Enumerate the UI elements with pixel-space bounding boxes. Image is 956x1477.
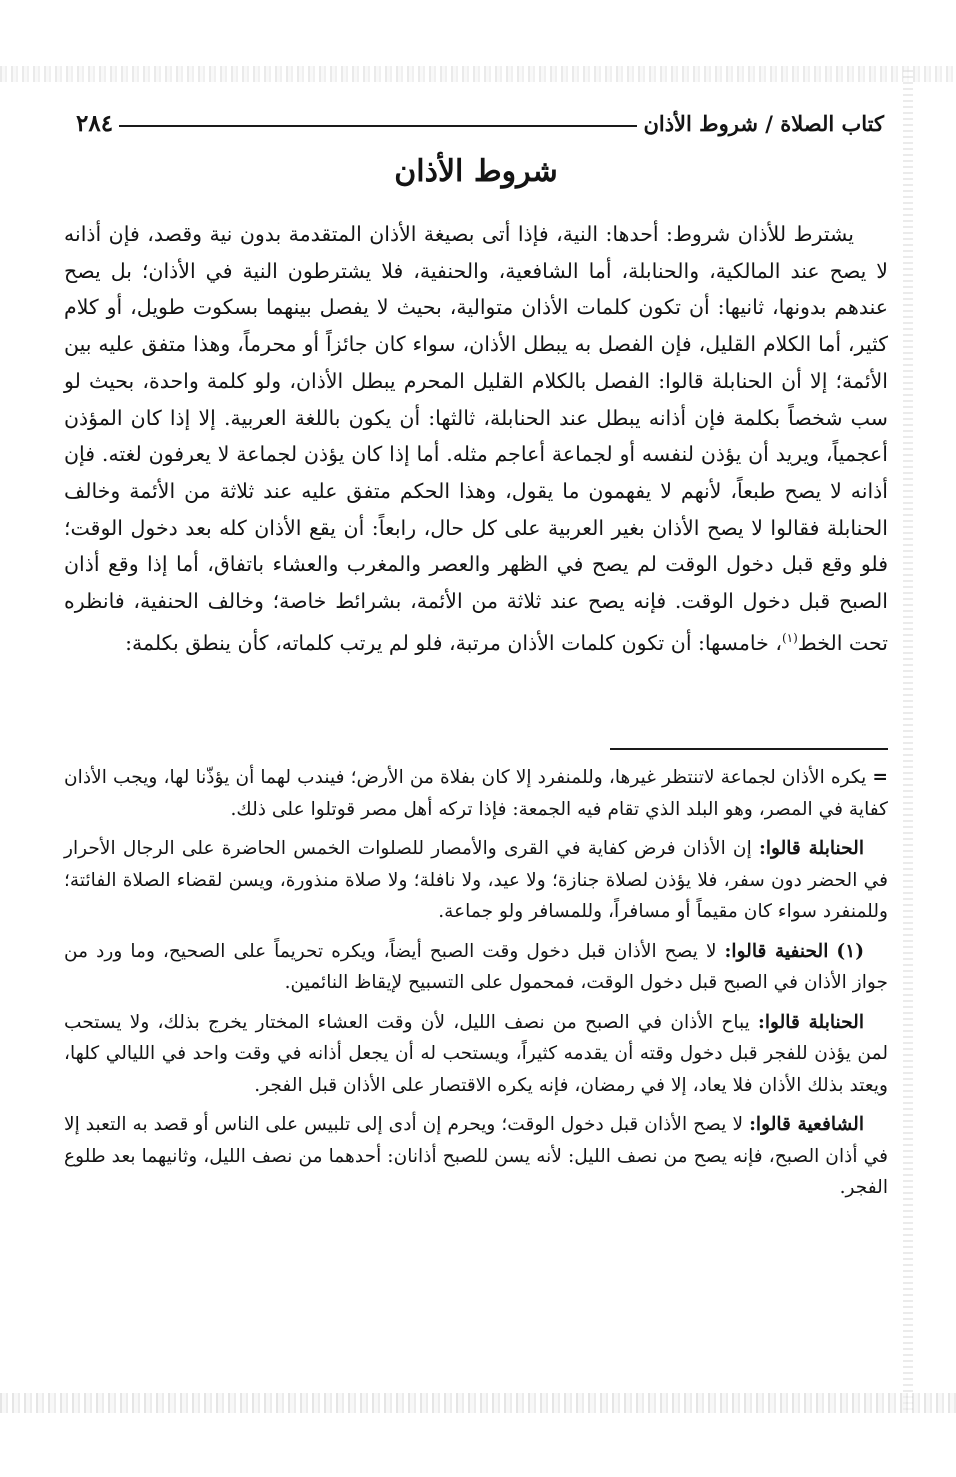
- school-label-hanafiyya: الحنفية قالوا:: [724, 940, 829, 962]
- school-label-hanabila: الحنابلة قالوا:: [758, 838, 864, 859]
- page-number: ٢٨٤: [76, 109, 114, 137]
- footnote-separator: [610, 748, 888, 750]
- footnotes: [64, 762, 888, 1212]
- book-page: [64, 98, 888, 1388]
- running-header: [64, 106, 888, 140]
- footnote-continuation: [64, 762, 888, 825]
- footnote-para-5: لا يصح الأذان قبل دخول الوقت؛ ويحرم إن أدى إلى تلبيس على الناس أو قصد به التعبد إلا في أذان الصبح، فإنه يصح من نصف الليل: لأنه يسن للصبح أذانان: أحدهما من نصف الليل، وثانيهما بعد طلوع الفجر.: [64, 1114, 888, 1198]
- footnote-para-1: يكره الأذان لجماعة لاتنتظر غيرها، وللمنفرد إلا كان بفلاة من الأرض؛ فيندب لهما أن يؤذّنا لها، ويجب الأذان كفاية في المصر، وهو البلد الذي تقام فيه الجمعة: فإذا تركه أهل مصر قوتلوا على ذلك.: [64, 767, 888, 820]
- footnote-number: (١): [836, 940, 864, 962]
- continuation-mark: =: [872, 767, 888, 788]
- main-text: [64, 216, 888, 661]
- footnote-hanafiyya: [64, 936, 888, 999]
- footnote-marker: (١): [781, 630, 798, 645]
- footnote-para-4: يباح الأذان في الصبح من نصف الليل، لأن وقت العشاء المختار يخرج بذلك، ولا يستحب لمن يؤذن للفجر قبل دخول وقته أن يقدمه كثيراً، ويستحب له أن يجعل أذانه في وقت واحد في الليالي كلها، ويعتد بذلك الأذان فلا يعاد، إلا في رمضان، فإنه يكره الاقتصار على الأذان قبل الفجر.: [64, 1011, 888, 1096]
- footnote-para-2: إن الأذان فرض كفاية في القرى والأمصار للصلوات الخمس الحاضرة على الرجال الأحرار في الحضر دون سفر، فلا يؤذن لصلاة جنازة؛ ولا عيد، ولا نافلة؛ ولا صلاة منذورة، ويسن لقضاء الصلاة الفائتة؛ وللمنفرد سواء كان مقيماً أو مسافراً، وللمسافر ولو جماعة.: [64, 838, 888, 922]
- footnote-para-3: لا يصح الأذان قبل دخول وقت الصبح أيضاً، ويكره تحريماً على الصحيح، وما ورد من جواز الأذان في الصبح قبل دخول الوقت، فمحمول على التسبيح لإيقاظ النائمين.: [64, 940, 888, 993]
- scan-edge-right: [903, 70, 913, 1410]
- main-text-body: يشترط للأذان شروط: أحدها: النية، فإذا أتى بصيغة الأذان المتقدمة بدون نية وقصد، فإن أذانه لا يصح عند المالكية، والحنابلة، أما الشافعية، والحنفية، فلا يشترطون النية في الأذان؛ بل يصح عندهم بدونها، ثانيها: أن تكون كلمات الأذان متوالية، بحيث لا يفصل بينهما بسكوت طويل، أو كلام كثير، أما الكلام القليل، فإن الفصل به يبطل الأذان، سواء كان جائزاً أو محرماً، وهذا متفق عليه بين الأئمة؛ إلا أن الحنابلة قالوا: الفصل بالكلام القليل المحرم يبطل الأذان، ولو كلمة واحدة، بحيث لو سب شخصاً بكلمة فإن أذانه يبطل عند الحنابلة، ثالثها: أن يكون باللغة العربية. إلا إذا كان المؤذن أعجمياً، ويريد أن يؤذن لنفسه أو لجماعة أعاجم مثله. أما إذا كان يؤذن لجماعة لا يعرفون لغته. فإن أذانه لا يصح طبعاً، لأنهم لا يفهمون ما يقول، وهذا الحكم متفق عليه عند ثلاثة من الأئمة وخالف الحنابلة فقالوا لا يصح الأذان بغير العربية على كل حال، رابعاً: أن يقع الأذان كله بعد دخول الوقت؛ فلو وقع قبل دخول الوقت لم يصح في الظهر والعصر والمغرب والعشاء باتفاق، أما إذا وقع أذان الصبح قبل دخول الوقت. فإنه يصح عند ثلاثة من الأئمة، بشرائط خاصة؛ وخالف الحنفية، فانظره تحت الخط: [64, 222, 888, 655]
- school-label-hanabila-2: الحنابلة قالوا:: [758, 1011, 864, 1033]
- school-label-shafiiyya: الشافعية قالوا:: [749, 1114, 864, 1135]
- footnote-shafiiyya: [64, 1109, 888, 1204]
- footnote-hanabila-2: [64, 1007, 888, 1102]
- header-rule: [119, 125, 637, 127]
- main-text-tail: ، خامسها: أن تكون كلمات الأذان مرتبة، فلو لم يرتب كلماته، كأن ينطق بكلمة:: [125, 630, 782, 655]
- scan-edge-top: [0, 66, 956, 82]
- footnote-hanabila-1: [64, 833, 888, 928]
- scan-edge-bottom: [0, 1393, 956, 1413]
- running-title: كتاب الصلاة / شروط الأذان: [643, 110, 884, 136]
- section-title: شروط الأذان: [394, 154, 558, 189]
